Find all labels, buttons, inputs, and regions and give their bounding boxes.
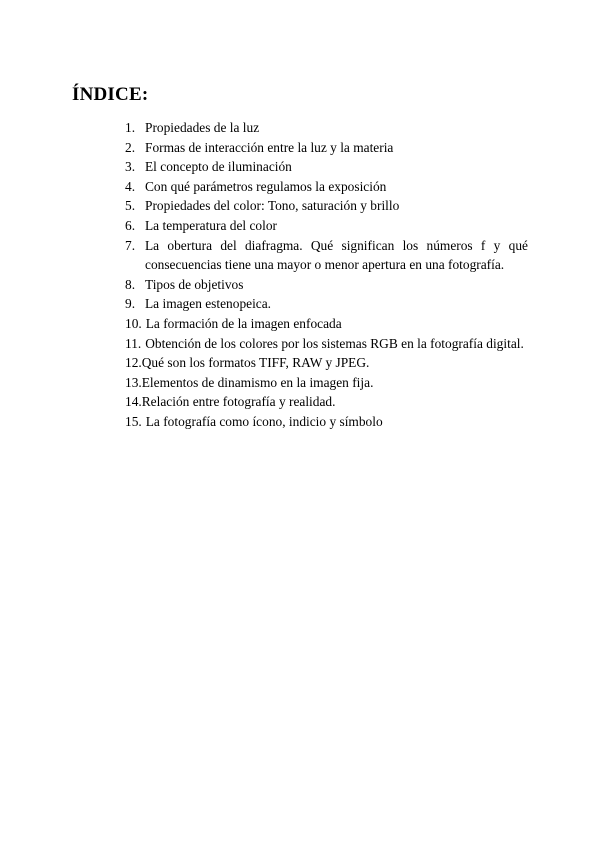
toc-item-number: 13. xyxy=(125,374,142,390)
toc-item-number: 3. xyxy=(125,159,136,175)
toc-item-number: 9. xyxy=(125,296,136,312)
toc-item-5 xyxy=(125,196,528,216)
toc-item-text: La temperatura del color xyxy=(145,217,277,233)
toc-item-text: El concepto de iluminación xyxy=(145,159,292,175)
toc-item-text: Relación entre fotografía y realidad. xyxy=(141,394,336,410)
toc-item-text: Con qué parámetros regulamos la exposición xyxy=(145,178,387,194)
toc-item-3 xyxy=(125,157,528,177)
toc-item-15 xyxy=(125,412,528,432)
toc-item-number: 14. xyxy=(125,394,142,410)
toc-item-text: La formación de la imagen enfocada xyxy=(145,315,342,331)
table-of-contents xyxy=(125,118,528,432)
toc-item-text: La obertura del diafragma. Qué significan los números f y qué consecuencias tiene una mayor o menor apertura en una fotografía. xyxy=(145,237,528,273)
toc-item-9 xyxy=(125,294,528,314)
toc-item-14 xyxy=(125,392,528,412)
toc-item-text: Obtención de los colores por los sistemas RGB en la fotografía digital. xyxy=(145,335,524,351)
toc-item-number: 5. xyxy=(125,198,136,214)
toc-item-number: 10. xyxy=(125,315,142,331)
toc-item-8 xyxy=(125,275,528,295)
toc-item-10 xyxy=(125,314,528,334)
toc-item-text: Qué son los formatos TIFF, RAW y JPEG. xyxy=(141,355,370,371)
toc-item-number: 11. xyxy=(125,335,142,351)
toc-item-number: 7. xyxy=(125,237,136,253)
toc-item-13 xyxy=(125,373,528,393)
toc-item-11 xyxy=(125,334,528,354)
page-title: ÍNDICE: xyxy=(72,84,149,105)
toc-item-text: Propiedades del color: Tono, saturación y brillo xyxy=(145,198,400,214)
toc-item-text: Propiedades de la luz xyxy=(145,120,260,135)
toc-item-number: 12. xyxy=(125,355,142,371)
toc-item-text: La fotografía como ícono, indicio y símbolo xyxy=(145,413,383,429)
toc-item-number: 4. xyxy=(125,178,136,194)
toc-item-text: Elementos de dinamismo en la imagen fija. xyxy=(141,374,374,390)
toc-item-number: 2. xyxy=(125,139,136,155)
toc-item-text: La imagen estenopeica. xyxy=(145,296,272,312)
toc-item-1 xyxy=(125,118,528,138)
toc-item-number: 8. xyxy=(125,276,136,292)
toc-item-2 xyxy=(125,138,528,158)
toc-item-7 xyxy=(125,236,528,275)
toc-item-12 xyxy=(125,353,528,373)
toc-item-number: 1. xyxy=(125,120,136,135)
toc-item-6 xyxy=(125,216,528,236)
toc-item-text: Formas de interacción entre la luz y la materia xyxy=(145,139,394,155)
toc-item-4 xyxy=(125,177,528,197)
toc-item-text: Tipos de objetivos xyxy=(145,276,244,292)
toc-item-number: 6. xyxy=(125,217,136,233)
toc-item-number: 15. xyxy=(125,413,142,429)
